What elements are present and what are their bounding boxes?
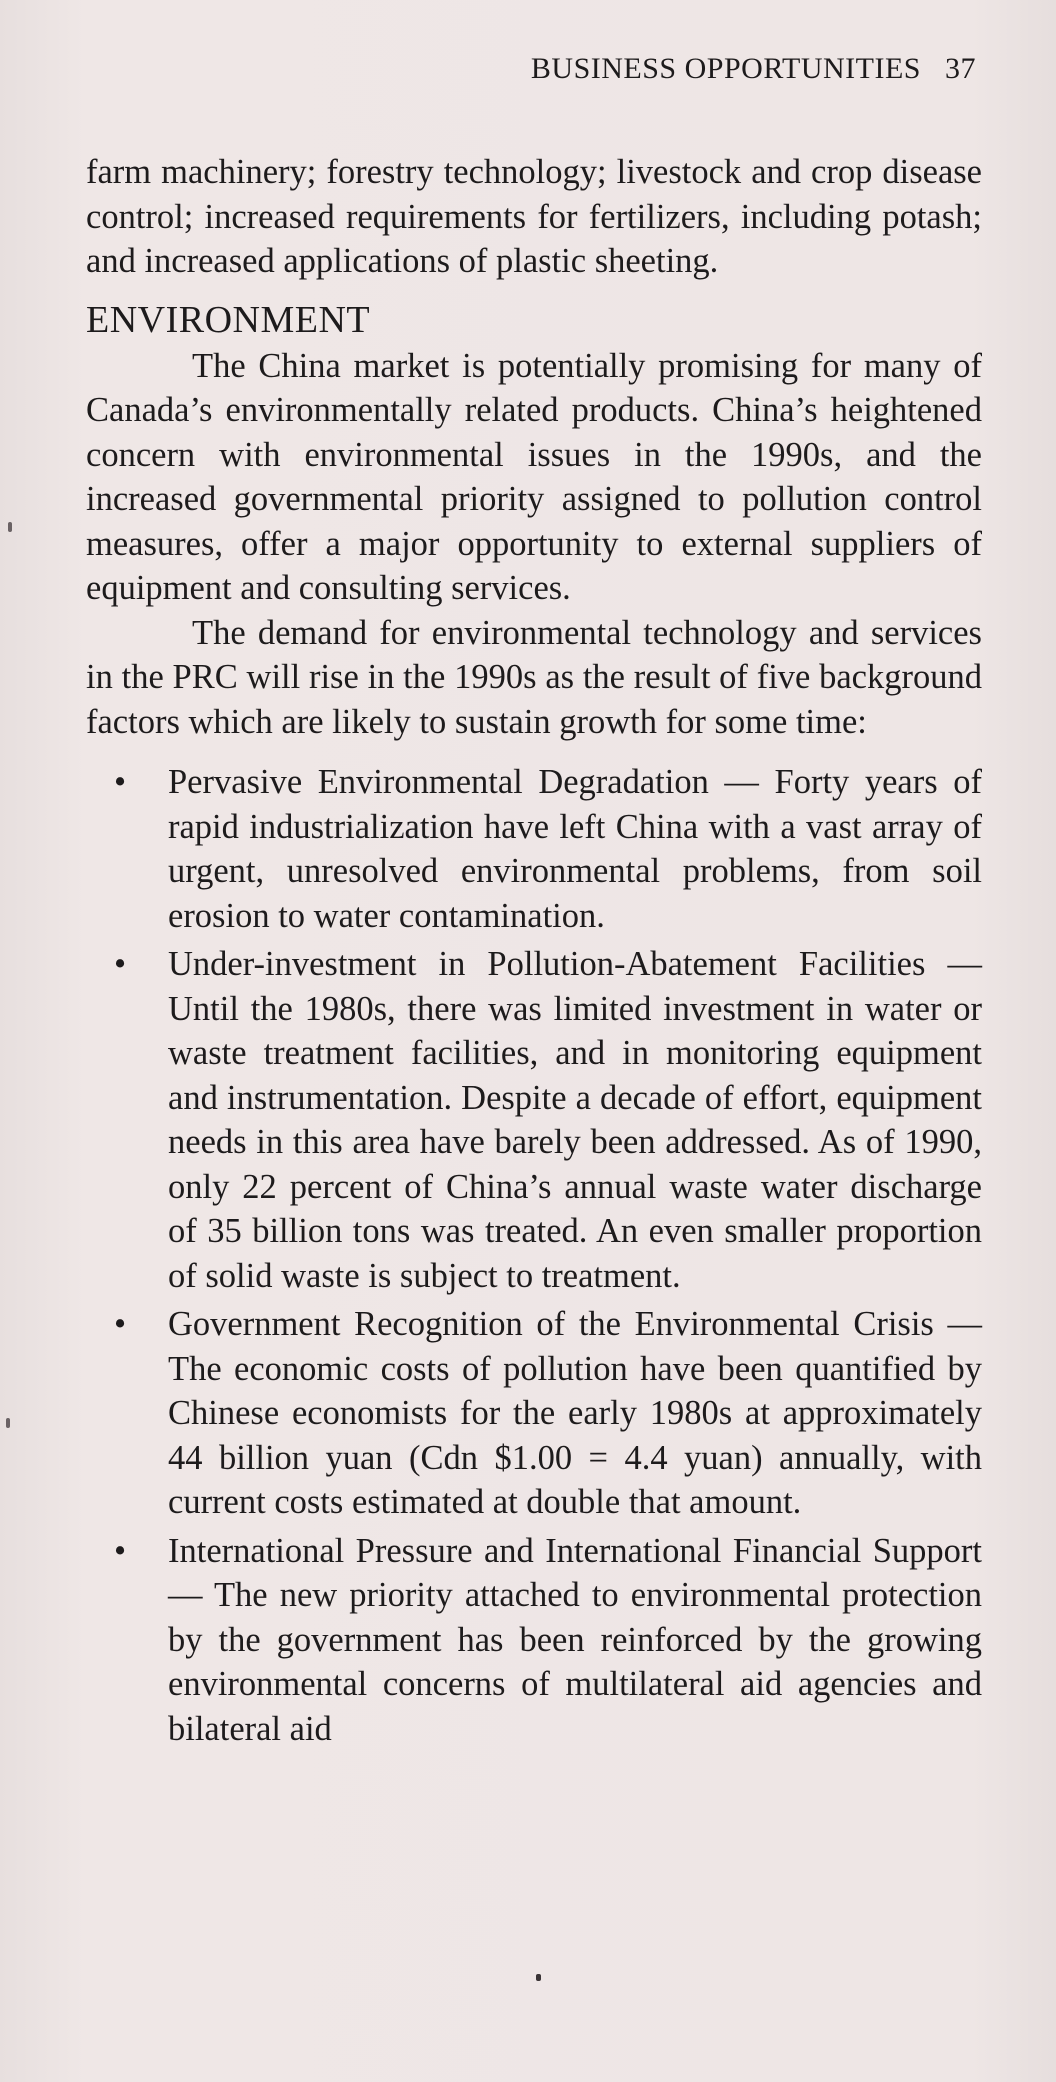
list-item-text: Government Recognition of the Environmental Crisis — The economic costs of pollution have been quantified by Chinese economists for the early 1980s at approximately 44 billion yuan (Cdn $1.00 = 4.4 yuan) annually, with current costs estimated at double that amount. <box>168 1305 982 1521</box>
margin-speck <box>6 1418 10 1428</box>
page-body <box>86 150 982 1755</box>
list-item-text: International Pressure and International Financial Support — The new priority attached to environmental protection by the government has been reinforced by the growing environmental concerns of multilateral aid agencies and bilateral aid <box>168 1531 982 1748</box>
section-heading: ENVIRONMENT <box>86 298 371 341</box>
page-number: 37 <box>945 52 976 85</box>
list-item <box>86 760 982 938</box>
running-head-title: BUSINESS OPPORTUNITIES <box>530 52 921 85</box>
list-item-text: Pervasive Environmental Degradation — Forty years of rapid industrialization have left China with a vast array of urgent, unresolved environmental problems, from soil erosion to water contamination. <box>168 763 982 935</box>
list-item <box>86 942 982 1298</box>
body-paragraph-2: The demand for environmental technology and services in the PRC will rise in the 1990s as the result of five background factors which are likely to sustain growth for some time: <box>86 613 982 741</box>
running-head <box>531 52 976 86</box>
list-item <box>86 1529 982 1752</box>
factor-list <box>86 760 982 1751</box>
footer-speck <box>536 1974 541 1981</box>
margin-speck <box>8 522 12 532</box>
intro-paragraph: farm machinery; forestry technology; livestock and crop disease control; increased requirements for fertilizers, including potash; and increased applications of plastic sheeting. <box>86 153 982 280</box>
bullet-icon: • <box>114 1531 127 1570</box>
bullet-icon: • <box>114 945 127 983</box>
list-item <box>86 1302 982 1525</box>
body-paragraph-1: The China market is potentially promising for many of Canada’s environmentally related products. China’s heightened concern with environmental issues in the 1990s, and the increased governmental priority assigned to pollution control measures, offer a major opportunity to external suppliers of equipment and consulting services. <box>86 346 982 607</box>
bullet-icon: • <box>114 1305 127 1343</box>
bullet-icon: • <box>114 763 127 801</box>
list-item-text: Under-investment in Pollution-Abatement Facilities — Until the 1980s, there was limited investment in water or waste treatment facilities, and in monitoring equipment and instrumentation. Despite a decade of effort, equipment needs in this area have barely been addressed. As of 1990, only 22 percent of China’s annual waste water discharge of 35 billion tons was treated. An even smaller proportion of solid waste is subject to treatment. <box>168 945 982 1295</box>
